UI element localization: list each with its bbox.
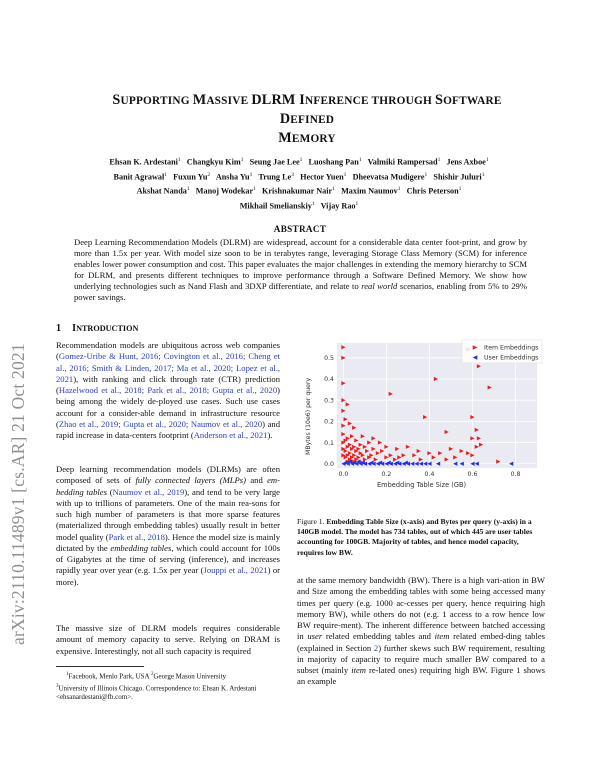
section-number: 1 — [56, 323, 62, 334]
author: Maxim Naumov — [341, 187, 398, 197]
author: Seung Jae Lee — [249, 157, 300, 167]
author: Fuxun Yu — [173, 172, 208, 182]
author-list — [60, 154, 538, 213]
title-part: D — [279, 111, 291, 127]
intro-paragraph-3: The massive size of DLRM models requires considerable amount of memory capacity to serve. Relying on DRAM is expensive. Interestingly, not all such capacity is required — [56, 623, 280, 656]
y-tick-label: 0.2 — [324, 418, 334, 426]
y-tick-label: 0.0 — [324, 460, 334, 468]
citation-link[interactable]: Anderson et al., 2021 — [193, 430, 268, 440]
citation-link[interactable]: Naumov et al., 2019 — [112, 486, 185, 497]
x-tick-label: 0.6 — [467, 471, 478, 478]
author: Shishir Juluri — [433, 172, 482, 182]
title-part: M — [278, 130, 292, 146]
author: Banit Agrawal — [113, 172, 165, 182]
section-heading: 1 INTRODUCTION — [56, 323, 139, 334]
figure-1-chart — [297, 337, 545, 507]
intro-paragraph-2: Deep learning recommendation models (DLRMs) are often composed of sets of fully connected layers (MLPs) and em-bedding tables (Naumov et al., 2019), and tend to be very large with up to trillions of parameters. One of the main rea-sons for such high number of parameters is that more sparse features (materialized through embedding tables) usually result in better model quality (Park et al., 2018). Hence the model size is mainly dictated by the embedding tables, which could account for 100s of Gigabytes at the time of serving (inference), and increases rapidly year over year (e.g. 1.5x per year (Jouppi et al., 2021) or more). — [56, 464, 281, 587]
author: Ansha Yu — [215, 172, 250, 182]
right-column-paragraph: at the same memory bandwidth (BW). There is a high vari-ation in BW and Size among the embedding tables with some being accessed many times per query (e.g. 1000 ac-cesses per query, hence requiring high memory BW), while others do not (e.g. 1 access to a row hence low BW require-ment). The inherent difference between batched accessing in user related embedding tables and item related embed-ding tables (explained in Section 2) further skews such BW requirement, resulting in majority of capacity to require much smaller BW compared to a subset (mainly item re-lated ones) requiring high BW. Figure 1 shows an example — [297, 575, 545, 687]
caption-label: Figure 1. — [297, 517, 325, 526]
author: Mikhail Smelianskiy — [239, 201, 312, 211]
author: Valmiki Rampersad — [367, 157, 438, 167]
footnote-rule — [56, 666, 144, 667]
author: Ehsan K. Ardestani — [109, 157, 178, 167]
author-line: Mikhail Smelianskiy$^1$ Vijay Rao$^1$ — [239, 201, 359, 211]
author: Dheevatsa Mudigere — [352, 172, 425, 182]
y-axis-label: MBytes (10e6) per query — [305, 377, 312, 455]
citation-link[interactable]: Hazelwood et al., 2018; Park et al., 2018; Gupta et al., 2020 — [58, 385, 278, 395]
citation-link[interactable]: Jouppi et al., 2021 — [203, 565, 268, 576]
title-part: S — [112, 92, 121, 108]
footnote: $^1$Facebook, Menlo Park, USA $^2$George Mason University $^3$University of Illinois Chicago. Correspondence to: Ehsan K. Ardestani <ehsanardestani@fb.com>. — [56, 672, 257, 702]
y-tick-label: 0.4 — [324, 376, 334, 384]
title-part: ASSIVE — [206, 95, 252, 107]
author: Hector Yuen — [300, 172, 344, 182]
author: Vijay Rao — [320, 201, 356, 211]
author: Manoj Wodekar — [195, 187, 254, 197]
y-tick-label: 0.1 — [324, 439, 334, 447]
x-axis-label: Embedding Table Size (GB) — [377, 481, 467, 489]
author: Luoshang Pan — [308, 157, 359, 167]
x-tick-label: 0.0 — [338, 471, 349, 478]
title-part: NFERENCE THROUGH — [304, 95, 435, 107]
legend-item-label: Item Embeddings — [484, 344, 539, 352]
title-part: UPPORTING — [120, 95, 193, 107]
arxiv-stamp[interactable]: arXiv:2110.11489v1 [cs.AR] 21 Oct 2021 — [8, 343, 28, 645]
caption-text: Embedding Table Size (x-axis) and Bytes per query (y-axis) in a 140GB model. The model has 734 tables, out of which 445 are user tables accounting for 100GB. Majority of tables, and hence model capacity, requires low BW. — [297, 517, 533, 557]
legend-user-label: User Embeddings — [484, 354, 539, 362]
intro-paragraph-1: Recommendation models are ubiquitous across web companies (Gomez-Uribe & Hunt, 2016; Covington et al., 2016; Cheng et al., 2016; Smith & Linden, 2017; Ma et al., 2020; Lopez et al., 2021), with ranking and click through rate (CTR) prediction (Hazelwood et al., 2018; Park et al., 2018; Gupta et al., 2020) being among the widely de-ployed use cases. Such use cases account for a consider-able demand in infrastructure resource (Zhao et al., 2019; Gupta et al., 2020; Naumov et al., 2020) and rapid increase in data-centers footprint (Anderson et al., 2021). — [56, 340, 281, 440]
citation-link[interactable]: Gomez-Uribe & Hunt, 2016; Covington et al., 2016; Cheng et al., 2016; Smith & Linden, 2017; Ma et al., 2020; Lopez et al., 2021 — [56, 351, 280, 384]
title-part: EFINED — [290, 114, 335, 126]
author: Trung Le — [258, 172, 292, 182]
figure-caption — [297, 517, 545, 558]
x-tick-label: 0.2 — [381, 471, 392, 478]
y-tick-label: 0.3 — [324, 397, 334, 405]
title-part: OFTWARE — [443, 95, 502, 107]
citation-link[interactable]: Zhao et al., 2019; Gupta et al., 2020; Naumov et al., 2020 — [58, 418, 263, 429]
y-tick-label: 0.5 — [324, 355, 334, 363]
author: Changkyu Kim — [186, 157, 241, 167]
title-part: M — [192, 92, 207, 108]
abstract-text: Deep Learning Recommendation Models (DLRM) are widespread, account for a considerable data center foot-print, and grow by more than 1.5x per year. With model size soon to be in terabytes range, leveraging Storage Class Memory (SCM) for inference enables lower power consumption and cost. This paper evaluates the major challenges in extending the memory hierarchy to SCM for DLRM, and presents different techniques to improve performance through a Software Defined Memory. We show how underlying technologies such as Nand Flash and 3DXP differentiate, and relate to real world scenarios, enabling from 5% to 29% power savings. — [74, 237, 528, 303]
citation-link[interactable]: Park et al., 2018 — [108, 531, 165, 542]
author-line: Ehsan K. Ardestani$^1$ Changkyu Kim$^1$ Seung Jae Lee$^1$ Luoshang Pan$^1$ Valmiki Rampersad$^1$ Jens Axboe$^1$ — [109, 157, 489, 167]
title-part: DLRM I — [251, 92, 305, 108]
abstract-heading: ABSTRACT — [273, 224, 327, 234]
author: Jens Axboe — [446, 157, 486, 167]
author: Krishnakumar Nair — [262, 187, 333, 197]
x-tick-label: 0.8 — [510, 471, 521, 478]
section-ref-link[interactable]: 2 — [373, 642, 379, 653]
x-tick-label: 0.4 — [424, 471, 435, 478]
title-part: S — [434, 92, 444, 108]
title-part: EMORY — [291, 133, 336, 145]
author-line: Akshat Nanda$^1$ Manoj Wodekar$^1$ Krishnakumar Nair$^1$ Maxim Naumov$^1$ Chris Peterson$^1$ — [136, 186, 462, 197]
scatter-plot — [297, 337, 545, 507]
author: Chris Peterson — [406, 187, 459, 197]
author-line: Banit Agrawal$^1$ Fuxun Yu$^2$ Ansha Yu$^1$ Trung Le$^3$ Hector Yuen$^1$ Dheevatsa Mudigere$^1$ Shishir Juluri$^1$ — [113, 171, 485, 182]
legend — [462, 340, 542, 363]
author: Akshat Nanda — [136, 187, 187, 197]
paper-title — [90, 91, 524, 148]
